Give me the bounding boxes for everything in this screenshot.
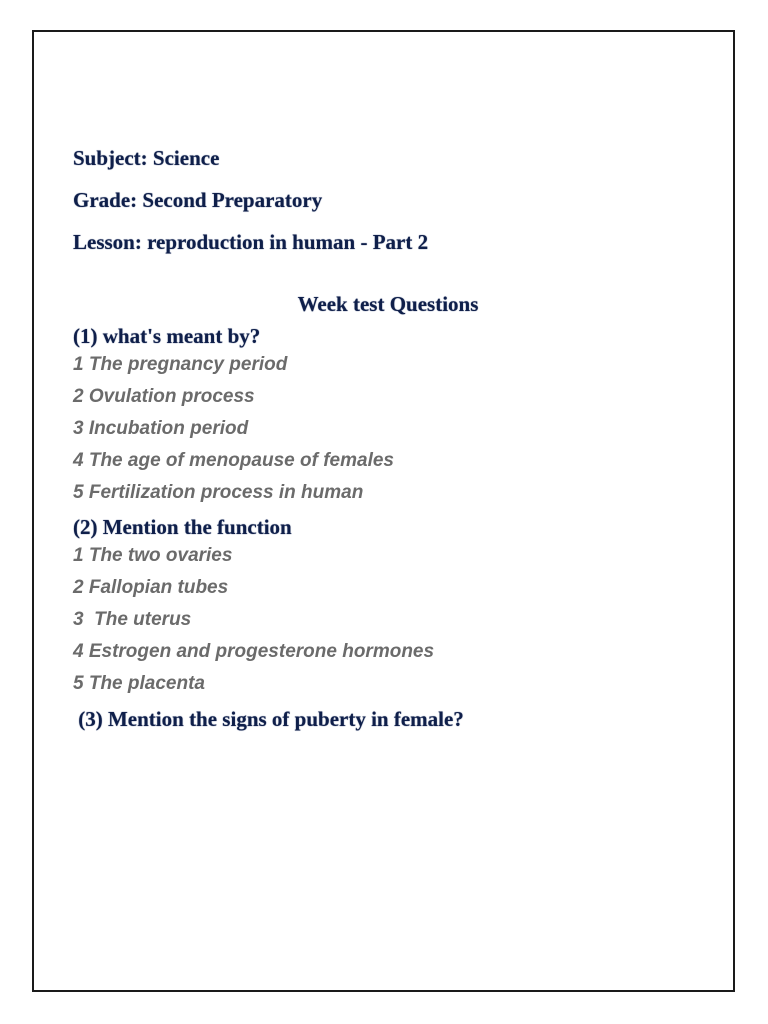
question-1-item: 5 Fertilization process in human [73,482,364,503]
question-2-item: 1 The two ovaries [73,545,233,566]
subject-line: Subject: Science [73,146,220,170]
question-1-item: 1 The pregnancy period [73,354,288,375]
lesson-line: Lesson: reproduction in human - Part 2 [73,230,429,254]
question-3-heading: (3) Mention the signs of puberty in female? [73,707,464,731]
page-border [32,30,735,992]
question-1-item: 2 Ovulation process [73,386,255,407]
grade-line: Grade: Second Preparatory [73,188,323,212]
question-2-item: 5 The placenta [73,673,205,694]
question-2-item: 4 Estrogen and progesterone hormones [73,641,435,662]
question-2-item: 2 Fallopian tubes [73,577,229,598]
question-1-item: 4 The age of menopause of females [73,450,394,471]
question-2-item: 3 The uterus [73,609,192,630]
test-title: Week test Questions [297,292,479,316]
question-1-item: 3 Incubation period [73,418,249,439]
question-1-heading: (1) what's meant by? [73,324,261,348]
question-2-heading: (2) Mention the function [73,515,292,539]
